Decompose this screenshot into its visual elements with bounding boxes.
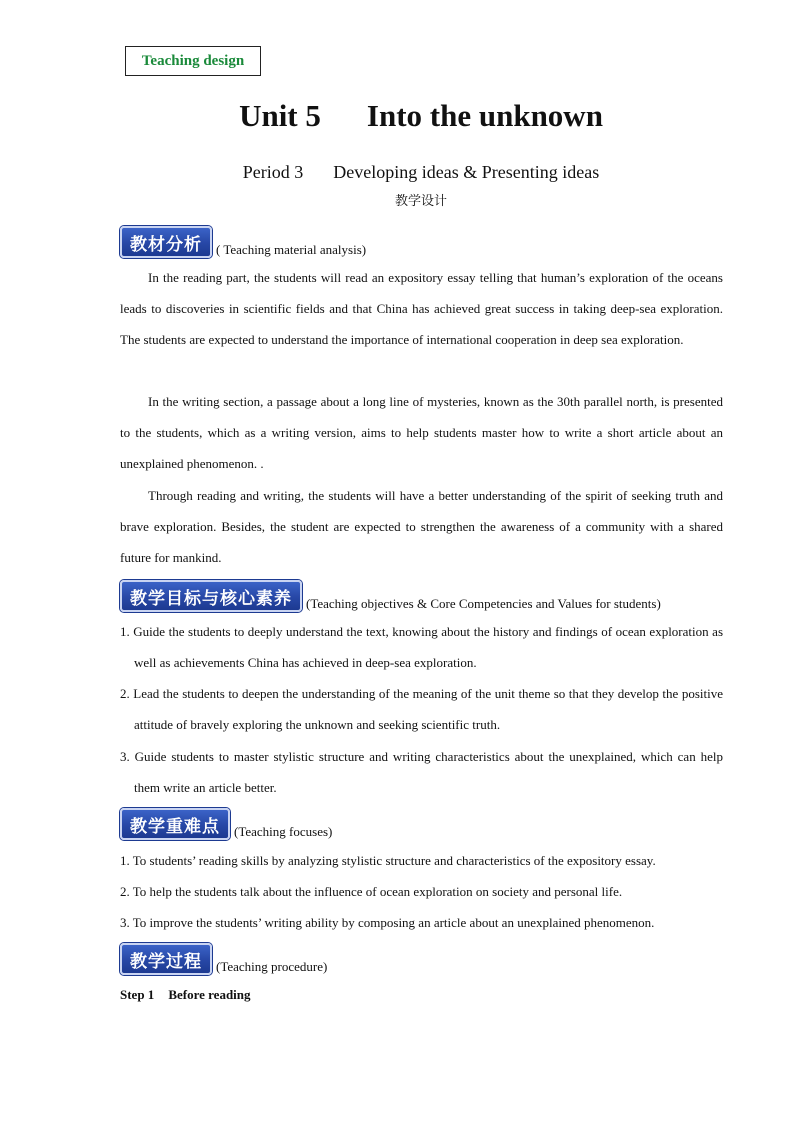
objective-item-1: 1. Guide the students to deeply understand the text, knowing about the history and findings of ocean exploration as well as achievements China has achieved in deep-sea exploration. <box>120 624 723 670</box>
step-number: Step 1 <box>120 987 155 1002</box>
section-objectives-header <box>120 580 661 612</box>
section-procedure-badge: 教学过程 <box>120 943 212 975</box>
section-focuses-label: (Teaching focuses) <box>234 824 333 839</box>
period-number: Period 3 <box>242 162 304 182</box>
section-focuses-header <box>120 808 332 840</box>
section-material-badge: 教材分析 <box>120 226 212 258</box>
section-procedure-header <box>120 943 327 975</box>
unit-number: Unit 5 <box>239 98 321 133</box>
objective-item-3: 3. Guide students to master stylistic structure and writing characteristics about the unexplained, which can help them write an article better. <box>120 749 723 795</box>
section-material-header <box>120 226 366 258</box>
material-paragraph-2: In the writing section, a passage about a long line of mysteries, known as the 30th parallel north, is presented to the students, which as a writing version, aims to help students master how to write a short article about an unexplained phenomenon. . <box>120 394 723 471</box>
teaching-design-label: Teaching design <box>141 52 245 69</box>
period-subtitle <box>0 160 794 184</box>
section-material-label: ( Teaching material analysis) <box>216 242 367 257</box>
focus-item-1: 1. To students’ reading skills by analyzing stylistic structure and characteristics of the expository essay. <box>120 853 656 868</box>
section-objectives-badge: 教学目标与核心素养 <box>120 580 302 612</box>
section-objectives-label: (Teaching objectives & Core Competencies and Values for students) <box>306 596 661 611</box>
focus-item-2: 2. To help the students talk about the influence of ocean exploration on society and personal life. <box>120 884 623 899</box>
step-title: Before reading <box>168 987 251 1002</box>
focus-item-3: 3. To improve the students’ writing ability by composing an article about an unexplained phenomenon. <box>120 915 655 930</box>
unit-title <box>0 97 794 135</box>
period-name: Developing ideas & Presenting ideas <box>333 162 600 182</box>
step-1-heading <box>120 985 251 1005</box>
section-procedure-label: (Teaching procedure) <box>216 959 328 974</box>
objective-item-2: 2. Lead the students to deepen the understanding of the meaning of the unit theme so that they develop the positive attitude of bravely exploring the unknown and seeking scientific truth. <box>120 686 723 732</box>
material-paragraph-3: Through reading and writing, the students will have a better understanding of the spirit of seeking truth and brave exploration. Besides, the student are expected to strengthen the awareness of a community with a shared future for mankind. <box>120 488 723 565</box>
teaching-design-tag <box>125 46 261 76</box>
material-paragraph-1: In the reading part, the students will read an expository essay telling that human’s exploration of the oceans leads to discoveries in scientific fields and that China has achieved great success in taking deep-sea exploration. The students are expected to understand the importance of international cooperation in deep sea exploration. <box>120 270 723 347</box>
chinese-title: 教学设计 <box>394 194 447 209</box>
unit-name: Into the unknown <box>366 98 603 133</box>
section-focuses-badge: 教学重难点 <box>120 808 230 840</box>
